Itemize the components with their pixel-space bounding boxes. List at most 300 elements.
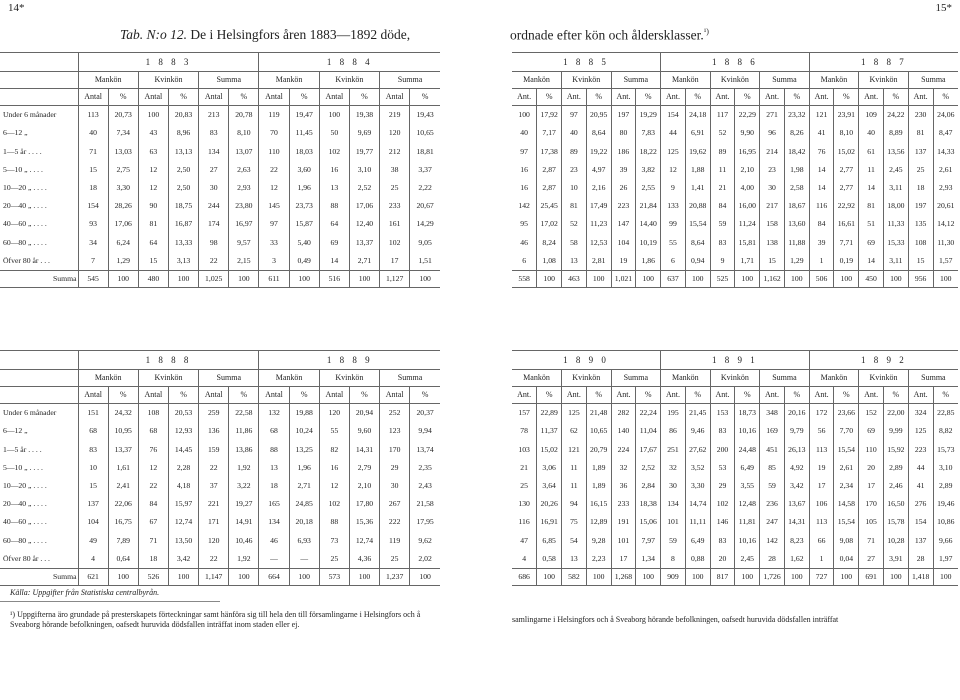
- table-cell: 171: [199, 513, 229, 531]
- table-cell: 582: [562, 568, 587, 585]
- table-cell: 20,95: [586, 106, 611, 125]
- table-cell: 2,43: [410, 477, 440, 495]
- table-row: [0, 404, 440, 423]
- group-header: Kvinkön: [859, 72, 909, 89]
- table-cell: 3,64: [537, 477, 562, 495]
- sub-header-count: Ant.: [512, 89, 537, 106]
- table-cell: 21,48: [586, 404, 611, 423]
- table-cell: 102: [319, 495, 349, 513]
- table-cell: 40: [562, 124, 587, 142]
- table-cell: 28: [760, 550, 785, 569]
- table-cell: 259: [199, 404, 229, 423]
- sub-header-percent: %: [685, 387, 710, 404]
- sub-header-count: Ant.: [661, 89, 686, 106]
- table-cell: 103: [518, 444, 530, 454]
- table-cell: 76: [138, 440, 168, 458]
- table-cell: 130: [518, 499, 530, 509]
- table-cell: 11,04: [636, 422, 661, 440]
- table-cell: 9,99: [883, 422, 908, 440]
- table-cell: 10,16: [735, 422, 760, 440]
- year-header: 1 8 9 2: [809, 351, 958, 370]
- table-cell: 10,65: [410, 124, 440, 142]
- title-right-footnote-mark: ¹): [703, 27, 709, 36]
- table-cell: 19,43: [410, 106, 440, 125]
- table-cell: 0,58: [537, 550, 562, 569]
- sub-header-percent: %: [410, 89, 440, 106]
- table-cell: 29: [380, 459, 410, 477]
- table-cell: 11,88: [784, 233, 809, 251]
- table-cell: 18: [138, 550, 168, 569]
- table-cell: 14,31: [784, 513, 809, 531]
- table-cell: 1,71: [735, 252, 760, 271]
- sub-header-count: Antal: [199, 89, 229, 106]
- table-cell: 8,10: [229, 124, 259, 142]
- sub-header-percent: %: [834, 387, 859, 404]
- table-cell: 50: [319, 124, 349, 142]
- corner-cell: [0, 351, 78, 370]
- table-cell: 14: [859, 252, 884, 271]
- sub-header-count: Ant.: [809, 387, 834, 404]
- table-cell: 1,89: [586, 477, 611, 495]
- table-cell: 25: [380, 179, 410, 197]
- table-row: [0, 233, 440, 251]
- sub-header-percent: %: [933, 89, 958, 106]
- table-cell: 81: [138, 215, 168, 233]
- table-cell: 100: [784, 568, 809, 585]
- table-cell: 13: [319, 179, 349, 197]
- table-row: [0, 161, 440, 179]
- table-cell: 16,61: [834, 215, 859, 233]
- table-cell: 24,32: [108, 404, 138, 423]
- sub-header-percent: %: [685, 89, 710, 106]
- table-cell: 100: [784, 270, 809, 287]
- table-cell: 2,46: [883, 477, 908, 495]
- table-cell: 51: [859, 215, 884, 233]
- table-cell: 1,62: [784, 550, 809, 569]
- table-cell: 2,84: [636, 477, 661, 495]
- table-cell: 170: [380, 440, 410, 458]
- table-cell: 1,41: [685, 179, 710, 197]
- table-cell: 17,38: [537, 142, 562, 160]
- table-cell: 16,95: [735, 142, 760, 160]
- sub-header-percent: %: [537, 387, 562, 404]
- group-header: Kvinkön: [138, 370, 198, 387]
- table-cell: 30: [199, 179, 229, 197]
- table-cell: 61: [859, 142, 884, 160]
- table-cell: 8,47: [933, 124, 958, 142]
- table-cell: —: [289, 550, 319, 569]
- table-cell: 28,26: [108, 197, 138, 215]
- table-cell: 14: [809, 161, 834, 179]
- table-cell: 100: [636, 568, 661, 585]
- table-cell: 17: [859, 477, 884, 495]
- table-cell: 85: [760, 459, 785, 477]
- table-cell: 2,89: [883, 459, 908, 477]
- table-cell: 348: [760, 404, 785, 423]
- table-row: [0, 459, 440, 477]
- table-cell: 49: [78, 531, 108, 549]
- table-cell: 15,81: [735, 233, 760, 251]
- table-cell: 22,06: [108, 495, 138, 513]
- table-cell: 100: [735, 270, 760, 287]
- table-cell: 135: [908, 215, 933, 233]
- table-cell: 17: [380, 252, 410, 271]
- table-cell: 21: [520, 462, 528, 472]
- sub-header-count: Ant.: [562, 387, 587, 404]
- table-cell: 13,07: [229, 142, 259, 160]
- sub-header-row: [0, 387, 440, 404]
- year-header: 1 8 8 7: [809, 53, 958, 72]
- sub-header-count: Ant.: [859, 387, 884, 404]
- sub-header-count: Antal: [78, 89, 108, 106]
- table-row: [512, 124, 958, 142]
- table-cell: 13,74: [410, 440, 440, 458]
- group-header: Summa: [908, 72, 958, 89]
- table-cell: 9,94: [410, 422, 440, 440]
- table-cell: 13,86: [229, 440, 259, 458]
- table-cell: 32: [611, 459, 636, 477]
- group-header: Summa: [199, 370, 259, 387]
- table-cell: 154: [661, 106, 686, 125]
- sub-header-percent: %: [108, 89, 138, 106]
- table-cell: 97: [259, 215, 289, 233]
- table-cell: 15: [78, 161, 108, 179]
- year-header: 1 8 8 3: [78, 53, 259, 72]
- table-cell: 102: [380, 233, 410, 251]
- table-row: [0, 106, 440, 125]
- sub-header-count: Antal: [259, 387, 289, 404]
- table-cell: 18,38: [636, 495, 661, 513]
- table-cell: 82: [319, 440, 349, 458]
- sub-header-row: [0, 89, 440, 106]
- table-cell: 136: [199, 422, 229, 440]
- sub-header-count: Ant.: [611, 89, 636, 106]
- table-cell: 71: [859, 531, 884, 549]
- table-cell: 165: [259, 495, 289, 513]
- table-cell: 88: [319, 513, 349, 531]
- table-cell: 20: [710, 550, 735, 569]
- group-header-row: [0, 370, 440, 387]
- table-cell: 1,127: [380, 270, 410, 287]
- table-cell: 113: [809, 440, 834, 458]
- table-cell: 11: [562, 477, 587, 495]
- table-cell: 3,30: [685, 477, 710, 495]
- table-cell: 20,88: [685, 197, 710, 215]
- table-cell: 14,29: [410, 215, 440, 233]
- table-cell: 13,50: [168, 531, 198, 549]
- sub-header-count: Ant.: [859, 89, 884, 106]
- table-cell: 15,54: [834, 513, 859, 531]
- table-cell: 15,02: [537, 440, 562, 458]
- table-cell: 108: [908, 233, 933, 251]
- year-header-row: [0, 53, 440, 72]
- table-cell: 16,50: [883, 495, 908, 513]
- table-cell: 69: [859, 422, 884, 440]
- table-cell: 664: [259, 568, 289, 585]
- table-cell: 13,37: [349, 233, 379, 251]
- table-cell: 10,24: [289, 422, 319, 440]
- sub-header-count: Antal: [380, 387, 410, 404]
- table-cell: 137: [78, 495, 108, 513]
- table-cell: 54: [562, 531, 587, 549]
- table-cell: 727: [809, 568, 834, 585]
- age-label: 5—10 „ . . . .: [3, 164, 43, 174]
- table-cell: 22,29: [735, 106, 760, 125]
- table-cell: 15: [78, 477, 108, 495]
- table-cell: 26: [611, 179, 636, 197]
- table-cell: 7,17: [537, 124, 562, 142]
- table-cell: 23,80: [229, 197, 259, 215]
- table-cell: 174: [199, 215, 229, 233]
- table-row: [512, 422, 958, 440]
- table-cell: 0,94: [685, 252, 710, 271]
- table-cell: 20,37: [410, 404, 440, 423]
- table-cell: 100: [168, 270, 198, 287]
- table-cell: 36: [611, 477, 636, 495]
- table-cell: 15: [908, 252, 933, 271]
- table-cell: 9,62: [410, 531, 440, 549]
- table-cell: 105: [859, 513, 884, 531]
- table-cell: 197: [908, 197, 933, 215]
- table-cell: 2,41: [108, 477, 138, 495]
- table-cell: 9,57: [229, 233, 259, 251]
- table-cell: 7,70: [834, 422, 859, 440]
- table-cell: 200: [710, 440, 735, 458]
- table-cell: 3,11: [883, 179, 908, 197]
- table-row: [0, 531, 440, 549]
- year-header: 1 8 8 9: [259, 351, 440, 370]
- table-cell: —: [259, 550, 289, 569]
- table-cell: 324: [908, 404, 933, 423]
- table-cell: 39: [809, 233, 834, 251]
- table-cell: 125: [562, 404, 587, 423]
- table-cell: 37: [199, 477, 229, 495]
- table-cell: 18,73: [735, 404, 760, 423]
- table-cell: 32: [661, 459, 686, 477]
- table-cell: 23,66: [834, 404, 859, 423]
- year-header: 1 8 8 4: [259, 53, 440, 72]
- table-cell: 3: [259, 252, 289, 271]
- table-cell: 101: [611, 531, 636, 549]
- table-cell: 3,37: [410, 161, 440, 179]
- table-cell: 38: [380, 161, 410, 179]
- table-cell: 100: [685, 270, 710, 287]
- table-cell: 195: [661, 404, 686, 423]
- table-cell: 15: [760, 252, 785, 271]
- group-header: Kvinkön: [710, 72, 760, 89]
- sub-header-percent: %: [735, 89, 760, 106]
- sub-header-count: Ant.: [809, 89, 834, 106]
- table-cell: 154: [78, 197, 108, 215]
- sub-header-count: Ant.: [908, 89, 933, 106]
- table-cell: 621: [78, 568, 108, 585]
- table-cell: 525: [710, 270, 735, 287]
- table-cell: 3,13: [168, 252, 198, 271]
- table-cell: 2,79: [349, 459, 379, 477]
- sub-header-percent: %: [289, 387, 319, 404]
- table-cell: 1,98: [784, 161, 809, 179]
- table-cell: 75: [562, 513, 587, 531]
- table-cell: 3,10: [933, 459, 958, 477]
- table-cell: 100: [138, 106, 168, 125]
- table-cell: 251: [661, 440, 686, 458]
- sub-header-percent: %: [349, 387, 379, 404]
- table-cell: 15: [138, 252, 168, 271]
- table-cell: 222: [380, 513, 410, 531]
- table-cell: 7,34: [108, 124, 138, 142]
- table-cell: 100: [933, 568, 958, 585]
- table-cell: 23,32: [784, 106, 809, 125]
- group-header: Summa: [199, 72, 259, 89]
- table-cell: 16: [319, 161, 349, 179]
- table-cell: 8,64: [685, 233, 710, 251]
- table-cell: 39: [611, 161, 636, 179]
- table-cell: 100: [349, 568, 379, 585]
- table-cell: 12,53: [586, 233, 611, 251]
- table-row: [0, 422, 440, 440]
- table-cell: 100: [349, 270, 379, 287]
- table-cell: 18,75: [168, 197, 198, 215]
- table-cell: 21,58: [410, 495, 440, 513]
- table-row: [512, 440, 958, 458]
- table-cell: 2,22: [410, 179, 440, 197]
- table-cell: 12: [138, 179, 168, 197]
- table-cell: 3,91: [883, 550, 908, 569]
- table-cell: 13: [562, 550, 587, 569]
- sub-header-count: Ant.: [611, 387, 636, 404]
- table-cell: 212: [380, 142, 410, 160]
- sub-header-count: Antal: [319, 89, 349, 106]
- sub-header-percent: %: [586, 387, 611, 404]
- table-cell: 100: [735, 568, 760, 585]
- table-cell: 88: [319, 197, 349, 215]
- source-note: Källa: Uppgifter från Statistiska centralbyrån.: [10, 588, 160, 597]
- table-cell: 100: [108, 568, 138, 585]
- table-cell: 463: [562, 270, 587, 287]
- table-cell: 3,82: [636, 161, 661, 179]
- year-header: 1 8 9 1: [661, 351, 810, 370]
- table-cell: 9: [661, 179, 686, 197]
- table-cell: 83: [199, 124, 229, 142]
- table-cell: 8,24: [537, 233, 562, 251]
- table-cell: 2,75: [108, 161, 138, 179]
- table-cell: 26,13: [784, 440, 809, 458]
- table-cell: 16,15: [586, 495, 611, 513]
- table-cell: 8,82: [933, 422, 958, 440]
- sub-header-percent: %: [410, 387, 440, 404]
- table-cell: 12: [319, 477, 349, 495]
- table-cell: 18,22: [636, 142, 661, 160]
- table-cell: 19,27: [229, 495, 259, 513]
- table-cell: 1,162: [760, 270, 785, 287]
- table-cell: 2,52: [349, 179, 379, 197]
- table-1885-1887: [512, 52, 958, 288]
- corner-cell: [0, 89, 78, 106]
- table-cell: 9,08: [834, 531, 859, 549]
- table-cell: 20,26: [537, 495, 562, 513]
- table-cell: 86: [661, 422, 686, 440]
- table-row: [0, 252, 440, 271]
- table-row: [0, 124, 440, 142]
- table-cell: 123: [380, 422, 410, 440]
- table-cell: 71: [78, 142, 108, 160]
- table-cell: 1,025: [199, 270, 229, 287]
- year-header-row: [0, 351, 440, 370]
- sub-header-percent: %: [883, 387, 908, 404]
- table-cell: 20: [859, 459, 884, 477]
- table-cell: 4: [78, 550, 108, 569]
- table-cell: 247: [760, 513, 785, 531]
- table-cell: 7,71: [834, 233, 859, 251]
- table-cell: 9,46: [685, 422, 710, 440]
- table-cell: 21,45: [685, 404, 710, 423]
- table-cell: 4,18: [168, 477, 198, 495]
- table-cell: 172: [809, 404, 834, 423]
- table-cell: 46: [259, 531, 289, 549]
- table-row: [512, 233, 958, 251]
- table-cell: 24,85: [289, 495, 319, 513]
- age-label: 5—10 „ . . . .: [3, 462, 43, 472]
- sub-header-count: Ant.: [908, 387, 933, 404]
- table-cell: 18,03: [289, 142, 319, 160]
- table-cell: 14: [319, 252, 349, 271]
- table-cell: 214: [760, 142, 785, 160]
- table-cell: 100: [289, 568, 319, 585]
- sub-header-percent: %: [883, 89, 908, 106]
- group-header: Summa: [760, 370, 810, 387]
- table-cell: 17,95: [410, 513, 440, 531]
- table-cell: 84: [138, 495, 168, 513]
- table-cell: 106: [809, 495, 834, 513]
- table-cell: 1,97: [933, 550, 958, 569]
- table-cell: 6,24: [108, 233, 138, 251]
- table-cell: 55: [661, 233, 686, 251]
- table-cell: 2,61: [834, 459, 859, 477]
- table-cell: 1,96: [289, 179, 319, 197]
- total-row: [0, 270, 440, 287]
- table-cell: 41: [809, 124, 834, 142]
- table-cell: 81: [908, 124, 933, 142]
- table-cell: 10,65: [586, 422, 611, 440]
- table-cell: 27,62: [685, 440, 710, 458]
- table-cell: 2,34: [834, 477, 859, 495]
- table-row: [512, 197, 958, 215]
- table-cell: 100: [289, 270, 319, 287]
- table-cell: 1,29: [108, 252, 138, 271]
- sub-header-percent: %: [108, 387, 138, 404]
- table-row: [0, 142, 440, 160]
- table-cell: 69: [859, 233, 884, 251]
- table-cell: 6: [661, 252, 686, 271]
- table-cell: 20,73: [108, 106, 138, 125]
- table-cell: 2,77: [834, 161, 859, 179]
- table-cell: 2,02: [410, 550, 440, 569]
- table-cell: 637: [661, 270, 686, 287]
- table-cell: 93: [78, 215, 108, 233]
- table-cell: 83: [710, 531, 735, 549]
- group-header: Mankön: [809, 370, 859, 387]
- mortality-table: [0, 52, 440, 288]
- age-label: Under 6 månader: [3, 408, 57, 418]
- table-cell: 109: [859, 106, 884, 125]
- table-cell: 90: [138, 197, 168, 215]
- table-cell: 132: [259, 404, 289, 423]
- table-cell: 119: [259, 106, 289, 125]
- age-label: Summa: [0, 568, 78, 585]
- table-cell: 11: [859, 161, 884, 179]
- table-cell: 120: [380, 124, 410, 142]
- table-cell: 13,37: [108, 440, 138, 458]
